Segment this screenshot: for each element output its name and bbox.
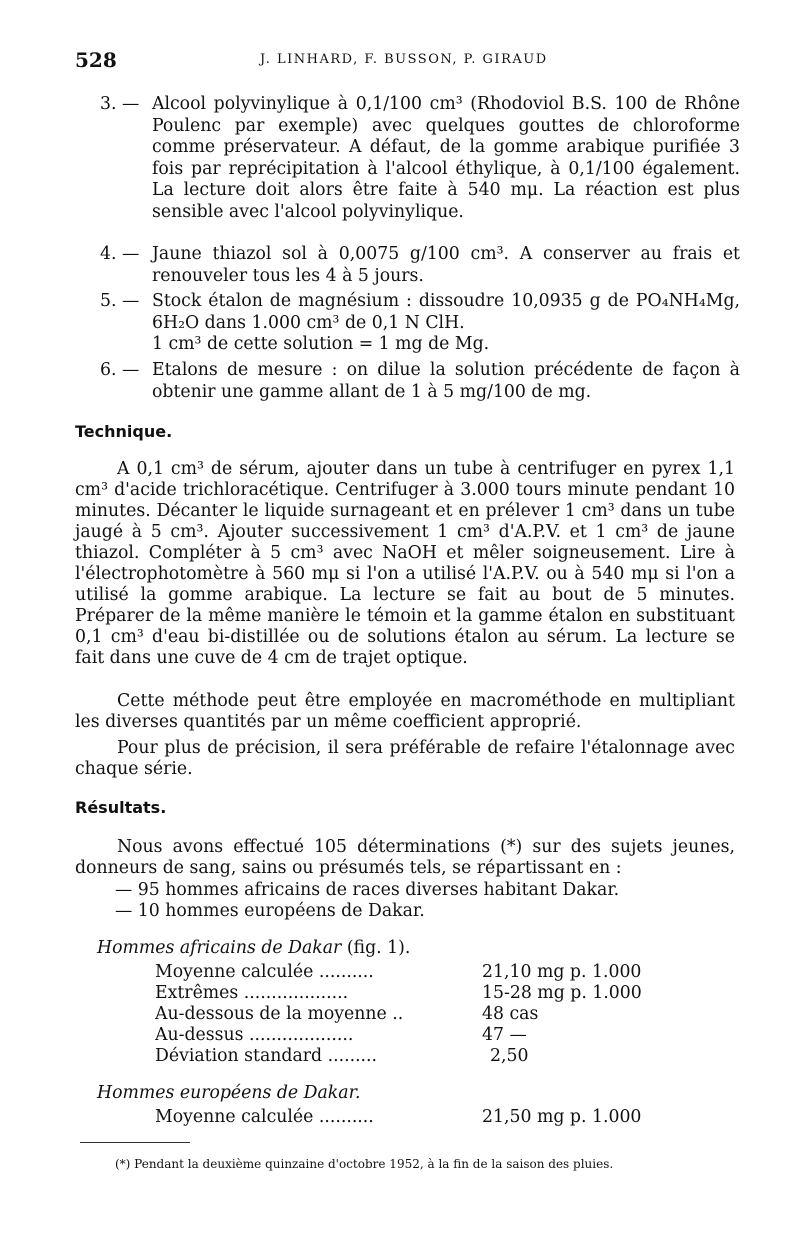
page-number: 528 <box>75 48 117 72</box>
stats-label: Moyenne calculée .......... <box>155 962 374 982</box>
reagent-text: Jaune thiazol sol à 0,0075 g/100 cm³. A conserver au frais et renouveler tous les 4 à 5 jours. <box>152 244 740 286</box>
reagent-item-5 <box>100 291 740 356</box>
stats-label: Déviation standard ......... <box>155 1046 378 1066</box>
stats-value: 48 cas <box>482 1004 539 1024</box>
stats-value: 21,10 mg p. 1.000 <box>482 962 642 982</box>
stats-label: Au-dessus ................... <box>155 1025 354 1045</box>
reagent-text: Alcool polyvinylique à 0,1/100 cm³ (Rhodoviol B.S. 100 de Rhône Poulenc par exemple) avec quelques gouttes de chloroforme comme préservateur. A défaut, de la gomme arabique purifiée 3 fois par reprécipitation à l'alcool éthylique, à 0,1/100 également. La lecture doit alors être faite à 540 mμ. La réaction est plus sensible avec l'alcool polyvinylique. <box>152 94 740 222</box>
running-head: J. LINHARD, F. BUSSON, P. GIRAUD <box>260 52 548 67</box>
reagent-number: 3. — <box>100 94 140 114</box>
section-heading-technique: Technique. <box>75 422 173 441</box>
page-header <box>75 48 725 76</box>
stats-row <box>155 1025 715 1046</box>
reagent-item-6 <box>100 360 740 403</box>
reagent-extra: 1 cm³ de cette solution = 1 mg de Mg. <box>152 334 490 354</box>
stats-row <box>155 983 715 1004</box>
resultats-intro: Nous avons effectué 105 déterminations (*) sur des sujets jeunes, donneurs de sang, sains ou présumés tels, se répartissant en : <box>75 837 735 878</box>
group-list-item: — 10 hommes européens de Dakar. <box>115 901 425 921</box>
reagent-text: Stock étalon de magnésium : dissoudre 10,0935 g de PO₄NH₄Mg, 6H₂O dans 1.000 cm³ de 0,1 N ClH. <box>152 291 740 333</box>
group-list-item: — 95 hommes africains de races diverses habitant Dakar. <box>115 880 620 900</box>
stats-label: Au-dessous de la moyenne .. <box>155 1004 404 1024</box>
reagent-item-4 <box>100 244 740 287</box>
stats-row <box>155 962 715 983</box>
footnote-rule <box>80 1142 190 1143</box>
european-group-title: Hommes européens de Dakar. <box>97 1083 361 1103</box>
technique-paragraph-3: Pour plus de précision, il sera préférable de refaire l'étalonnage avec chaque série. <box>75 738 735 779</box>
stats-value: 47 — <box>482 1025 527 1045</box>
stats-label: Extrêmes ................... <box>155 983 349 1003</box>
technique-paragraph-2: Cette méthode peut être employée en macrométhode en multipliant les diverses quantités par un même coefficient approprié. <box>75 691 735 732</box>
stats-value: 15-28 mg p. 1.000 <box>482 983 642 1003</box>
stats-label: Moyenne calculée .......... <box>155 1107 374 1127</box>
stats-value: 21,50 mg p. 1.000 <box>482 1107 642 1127</box>
section-heading-resultats: Résultats. <box>75 798 167 817</box>
stats-row <box>155 1107 715 1128</box>
footnote: (*) Pendant la deuxième quinzaine d'octobre 1952, à la fin de la saison des pluies. <box>115 1157 614 1171</box>
reagent-item-3 <box>100 94 740 223</box>
stats-row <box>155 1046 715 1067</box>
stats-value: 2,50 <box>490 1046 529 1066</box>
reagent-number: 4. — <box>100 244 140 264</box>
reagent-number: 6. — <box>100 360 140 380</box>
reagent-number: 5. — <box>100 291 140 311</box>
technique-paragraph-1: A 0,1 cm³ de sérum, ajouter dans un tube à centrifuger en pyrex 1,1 cm³ d'acide trichloracétique. Centrifuger à 3.000 tours minute pendant 10 minutes. Décanter le liquide surnageant et en prélever 1 cm³ dans un tube jaugé à 5 cm³. Ajouter successivement 1 cm³ d'A.P.V. et 1 cm³ de jaune thiazol. Compléter à 5 cm³ avec NaOH et mêler soigneusement. Lire à l'électrophotomètre à 560 mμ si l'on a utilisé l'A.P.V. ou à 540 mμ si l'on a utilisé la gomme arabique. La lecture se fait au bout de 5 minutes. Préparer de la même manière le témoin et la gamme étalon en substituant 0,1 cm³ d'eau bi-distillée ou de solutions étalon au sérum. La lecture se fait dans une cuve de 4 cm de trajet optique. <box>75 459 735 668</box>
figure-reference: (fig. 1). <box>346 938 411 958</box>
stats-row <box>155 1004 715 1025</box>
african-group-title <box>97 938 410 958</box>
reagent-text: Etalons de mesure : on dilue la solution précédente de façon à obtenir une gamme allant de 1 à 5 mg/100 de mg. <box>152 360 740 402</box>
african-group-title-text: Hommes africains de Dakar <box>97 938 342 958</box>
